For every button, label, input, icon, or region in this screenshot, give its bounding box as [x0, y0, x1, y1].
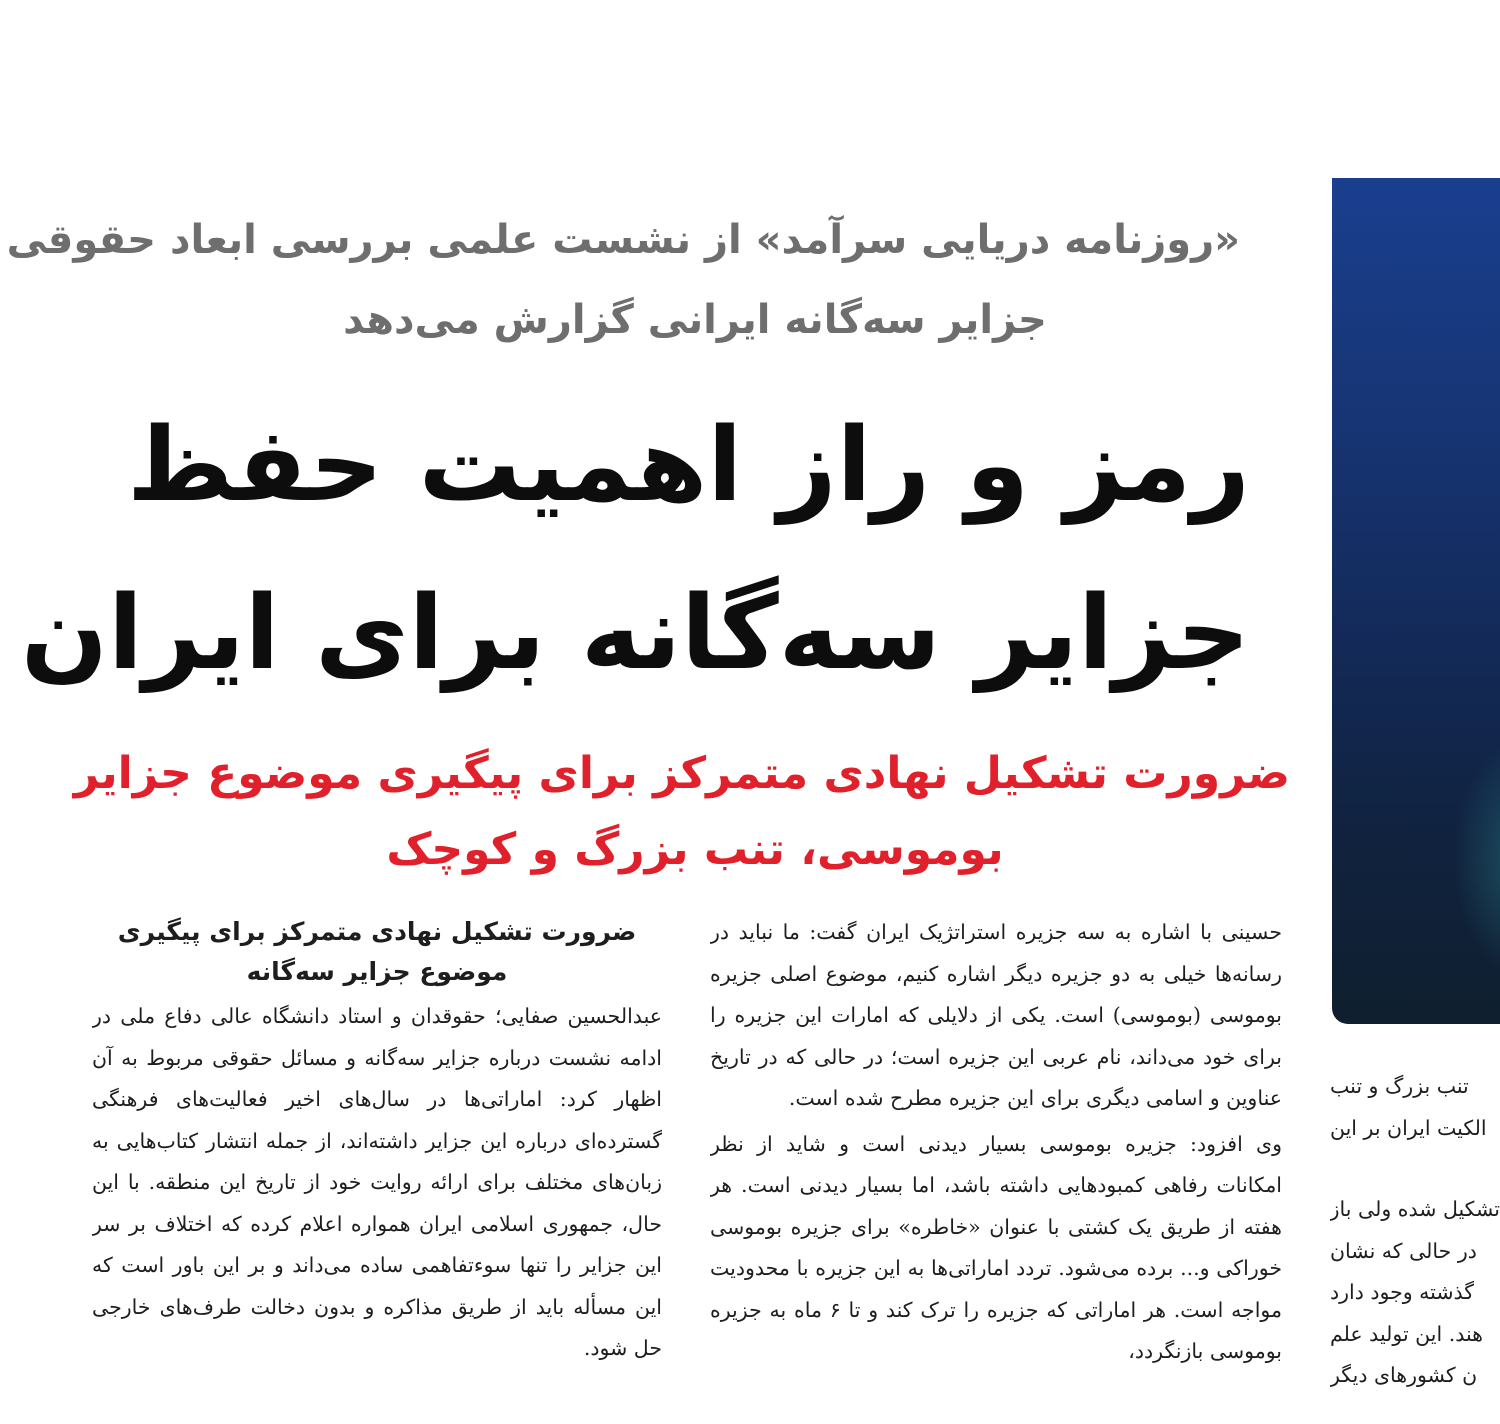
article-paragraph: عبدالحسین صفایی؛ حقوقدان و استاد دانشگاه عالی دفاع ملی در ادامه نشست درباره جزایر سه‌گانه و مسائل حقوقی مربوط به آن اظهار کرد: اماراتی‌ها در سال‌های اخیر فعالیت‌های فرهنگی گسترده‌ای درباره این جزایر داشته‌اند، از جمله انتشار کتاب‌هایی به زبان‌های مختلف برای ارائه روایت خود از تاریخ این منطقه. با این حال، جمهوری اسلامی ایران همواره اعلام کرده که اختلاف بر سر این جزایر را تنها سوءتفاهمی ساده می‌داند و بر این باور است که این مسأله باید از طریق مذاکره و بدون دخالت طرف‌های خارجی حل شود.: [92, 1004, 662, 1360]
subheadline-line-1: ضرورت تشکیل نهادی متمرکز برای پیگیری موضوع جزایر: [73, 748, 1290, 799]
article-column-middle: [710, 912, 1282, 1424]
article-paragraph: حسینی با اشاره به سه جزیره استراتژیک ایران گفت: ما نباید در رسانه‌ها خیلی به دو جزیره دیگر اشاره کنیم، موضوع اصلی جزیره بوموسی (بوموسی) است. یکی از دلایلی که امارات این جزیره را برای خود می‌داند، نام عربی این جزیره است؛ در حالی که در تاریخ عناوین و اسامی دیگری برای این جزیره مطرح شده است.: [710, 920, 1282, 1110]
article-column-right: [92, 912, 662, 1424]
cropped-line: ن کشورهای دیگر: [1330, 1363, 1478, 1387]
article-photo: [1332, 178, 1500, 1024]
kicker-line-2: جزایر سه‌گانه ایرانی گزارش می‌دهد: [343, 297, 1047, 343]
section-title-line-2: موضوع جزایر سه‌گانه: [246, 957, 508, 986]
cropped-line: هند. این تولید علم: [1330, 1321, 1483, 1346]
subheadline-line-2: بوموسی، تنب بزرگ و کوچک: [386, 824, 1004, 875]
photo-highlight: [1452, 738, 1500, 978]
headline-line-2: جزایر سه‌گانه برای ایران: [20, 574, 1250, 693]
article-column-cropped: [1330, 1066, 1500, 1424]
cropped-line: در حالی که نشان: [1330, 1238, 1477, 1263]
article-paragraph: وی افزود: جزیره بوموسی بسیار دیدنی است و شاید از نظر امکانات رفاهی کمبودهایی داشته باشد، اما بسیار دیدنی است. هر هفته از طریق یک کشتی با عنوان «خاطره» برای جزیره بوموسی خوراکی و... برده می‌شود. تردد اماراتی‌ها به این جزیره با محدودیت مواجه است. هر اماراتی که جزیره را ترک کند و تا ۶ ماه به جزیره بوموسی بازنگردد،: [710, 1131, 1282, 1363]
section-title-line-1: ضرورت تشکیل نهادی متمرکز برای پیگیری: [117, 917, 637, 946]
cropped-line: تنب بزرگ و تنب: [1330, 1074, 1469, 1098]
headline-line-1: رمز و راز اهمیت حفظ: [127, 406, 1250, 525]
paragraph-gap: [1330, 1149, 1500, 1189]
cropped-line: الکیت ایران بر این: [1330, 1115, 1487, 1140]
kicker-line-1: «روزنامه دریایی سرآمد» از نشست علمی بررسی ابعاد حقوقی: [6, 217, 1240, 263]
cropped-line: تشکیل شده ولی باز: [1330, 1197, 1500, 1221]
cropped-line: گذشته وجود دارد: [1330, 1280, 1475, 1304]
kicker: [6, 200, 1240, 360]
subheadline: [73, 736, 1290, 888]
section-title: [92, 912, 662, 992]
headline: [20, 382, 1250, 718]
